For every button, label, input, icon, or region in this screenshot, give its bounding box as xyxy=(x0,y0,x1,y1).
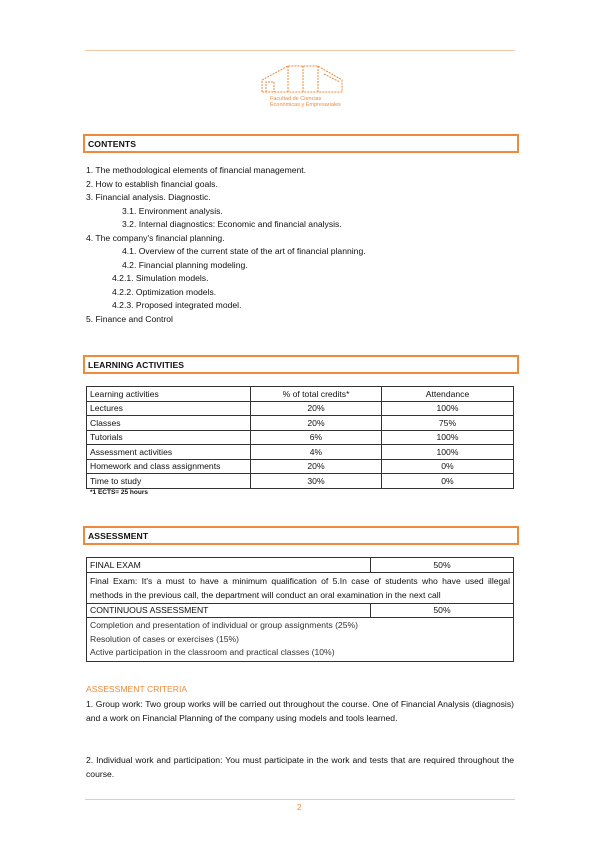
learning-activities-table xyxy=(86,386,514,489)
table-row xyxy=(87,430,514,445)
table-cell: 20% xyxy=(251,401,382,416)
list-item: 4.1. Overview of the current state of the art of financial planning. xyxy=(122,246,366,256)
list-item: 4.2.3. Proposed integrated model. xyxy=(112,300,242,310)
column-header: Learning activities xyxy=(87,387,251,402)
table-row xyxy=(87,474,514,489)
header-rule xyxy=(85,50,515,51)
list-item: 3.1. Environment analysis. xyxy=(122,206,223,216)
column-header: Attendance xyxy=(382,387,514,402)
table-cell: Lectures xyxy=(87,401,251,416)
table-cell: 100% xyxy=(382,430,514,445)
list-item: 5. Finance and Control xyxy=(86,314,173,324)
list-item: 4.2.2. Optimization models. xyxy=(112,287,217,297)
criteria-paragraph: 1. Group work: Two group works will be carried out throughout the course. One of Financial Analysis (diagnosis) and a work on Financial Planning of the company using models and tools learned. xyxy=(86,699,514,723)
table-cell: 0% xyxy=(382,474,514,489)
table-row xyxy=(87,416,514,431)
table-cell: 20% xyxy=(251,459,382,474)
list-item: 3.2. Internal diagnostics: Economic and financial analysis. xyxy=(122,219,342,229)
table-cell: 75% xyxy=(382,416,514,431)
column-header: % of total credits* xyxy=(251,387,382,402)
logo-line: Facultad de Ciencias xyxy=(270,96,322,102)
table-cell: Classes xyxy=(87,416,251,431)
table-row xyxy=(87,558,514,573)
footer-rule xyxy=(85,799,515,800)
section-header-learning-activities: LEARNING ACTIVITIES xyxy=(83,355,519,374)
faculty-logo xyxy=(258,60,348,116)
table-row xyxy=(87,618,514,662)
logo-line: Económicas y Empresariales xyxy=(270,102,341,108)
table-cell: 0% xyxy=(382,459,514,474)
table-cell: Tutorials xyxy=(87,430,251,445)
final-exam-percent: 50% xyxy=(371,558,514,573)
list-item: 4. The company's financial planning. xyxy=(86,233,225,243)
table-cell: 6% xyxy=(251,430,382,445)
criteria-paragraph: 2. Individual work and participation: You must participate in the work and tests that are required throughout the course. xyxy=(86,755,514,779)
table-cell: Homework and class assignments xyxy=(87,459,251,474)
table-row xyxy=(87,401,514,416)
table-row xyxy=(87,603,514,618)
table-cell: Assessment activities xyxy=(87,445,251,460)
continuous-assessment-label: CONTINUOUS ASSESSMENT xyxy=(87,603,371,618)
list-item: 4.2. Financial planning modeling. xyxy=(122,260,248,270)
table-cell: 100% xyxy=(382,445,514,460)
table-row xyxy=(87,572,514,603)
table-cell: 30% xyxy=(251,474,382,489)
table-header-row xyxy=(87,387,514,402)
list-item: Active participation in the classroom and practical classes (10%) xyxy=(90,647,335,657)
criteria-heading: ASSESSMENT CRITERIA xyxy=(86,684,188,694)
page-number: 2 xyxy=(297,803,302,812)
list-item: Completion and presentation of individual or group assignments (25%) xyxy=(90,620,358,630)
table-cell: 4% xyxy=(251,445,382,460)
table-row xyxy=(87,459,514,474)
list-item: 3. Financial analysis. Diagnostic. xyxy=(86,192,211,202)
building-logo-icon xyxy=(258,60,348,96)
section-header-contents: CONTENTS xyxy=(83,134,519,153)
assessment-table xyxy=(86,557,514,662)
table-cell: Time to study xyxy=(87,474,251,489)
ects-note: *1 ECTS= 25 hours xyxy=(90,489,148,496)
table-row xyxy=(87,445,514,460)
table-cell: 20% xyxy=(251,416,382,431)
list-item: 2. How to establish financial goals. xyxy=(86,179,218,189)
table-cell: 100% xyxy=(382,401,514,416)
final-exam-description: Final Exam: It's a must to have a minimum qualification of 5.In case of students who have used illegal methods in the previous call, the department will conduct an oral examination in the next call xyxy=(87,572,514,603)
final-exam-label: FINAL EXAM xyxy=(87,558,371,573)
list-item: 4.2.1. Simulation models. xyxy=(112,273,209,283)
list-item: 1. The methodological elements of financial management. xyxy=(86,165,307,175)
continuous-assessment-percent: 50% xyxy=(371,603,514,618)
section-header-assessment: ASSESSMENT xyxy=(83,526,519,545)
list-item: Resolution of cases or exercises (15%) xyxy=(90,633,240,644)
